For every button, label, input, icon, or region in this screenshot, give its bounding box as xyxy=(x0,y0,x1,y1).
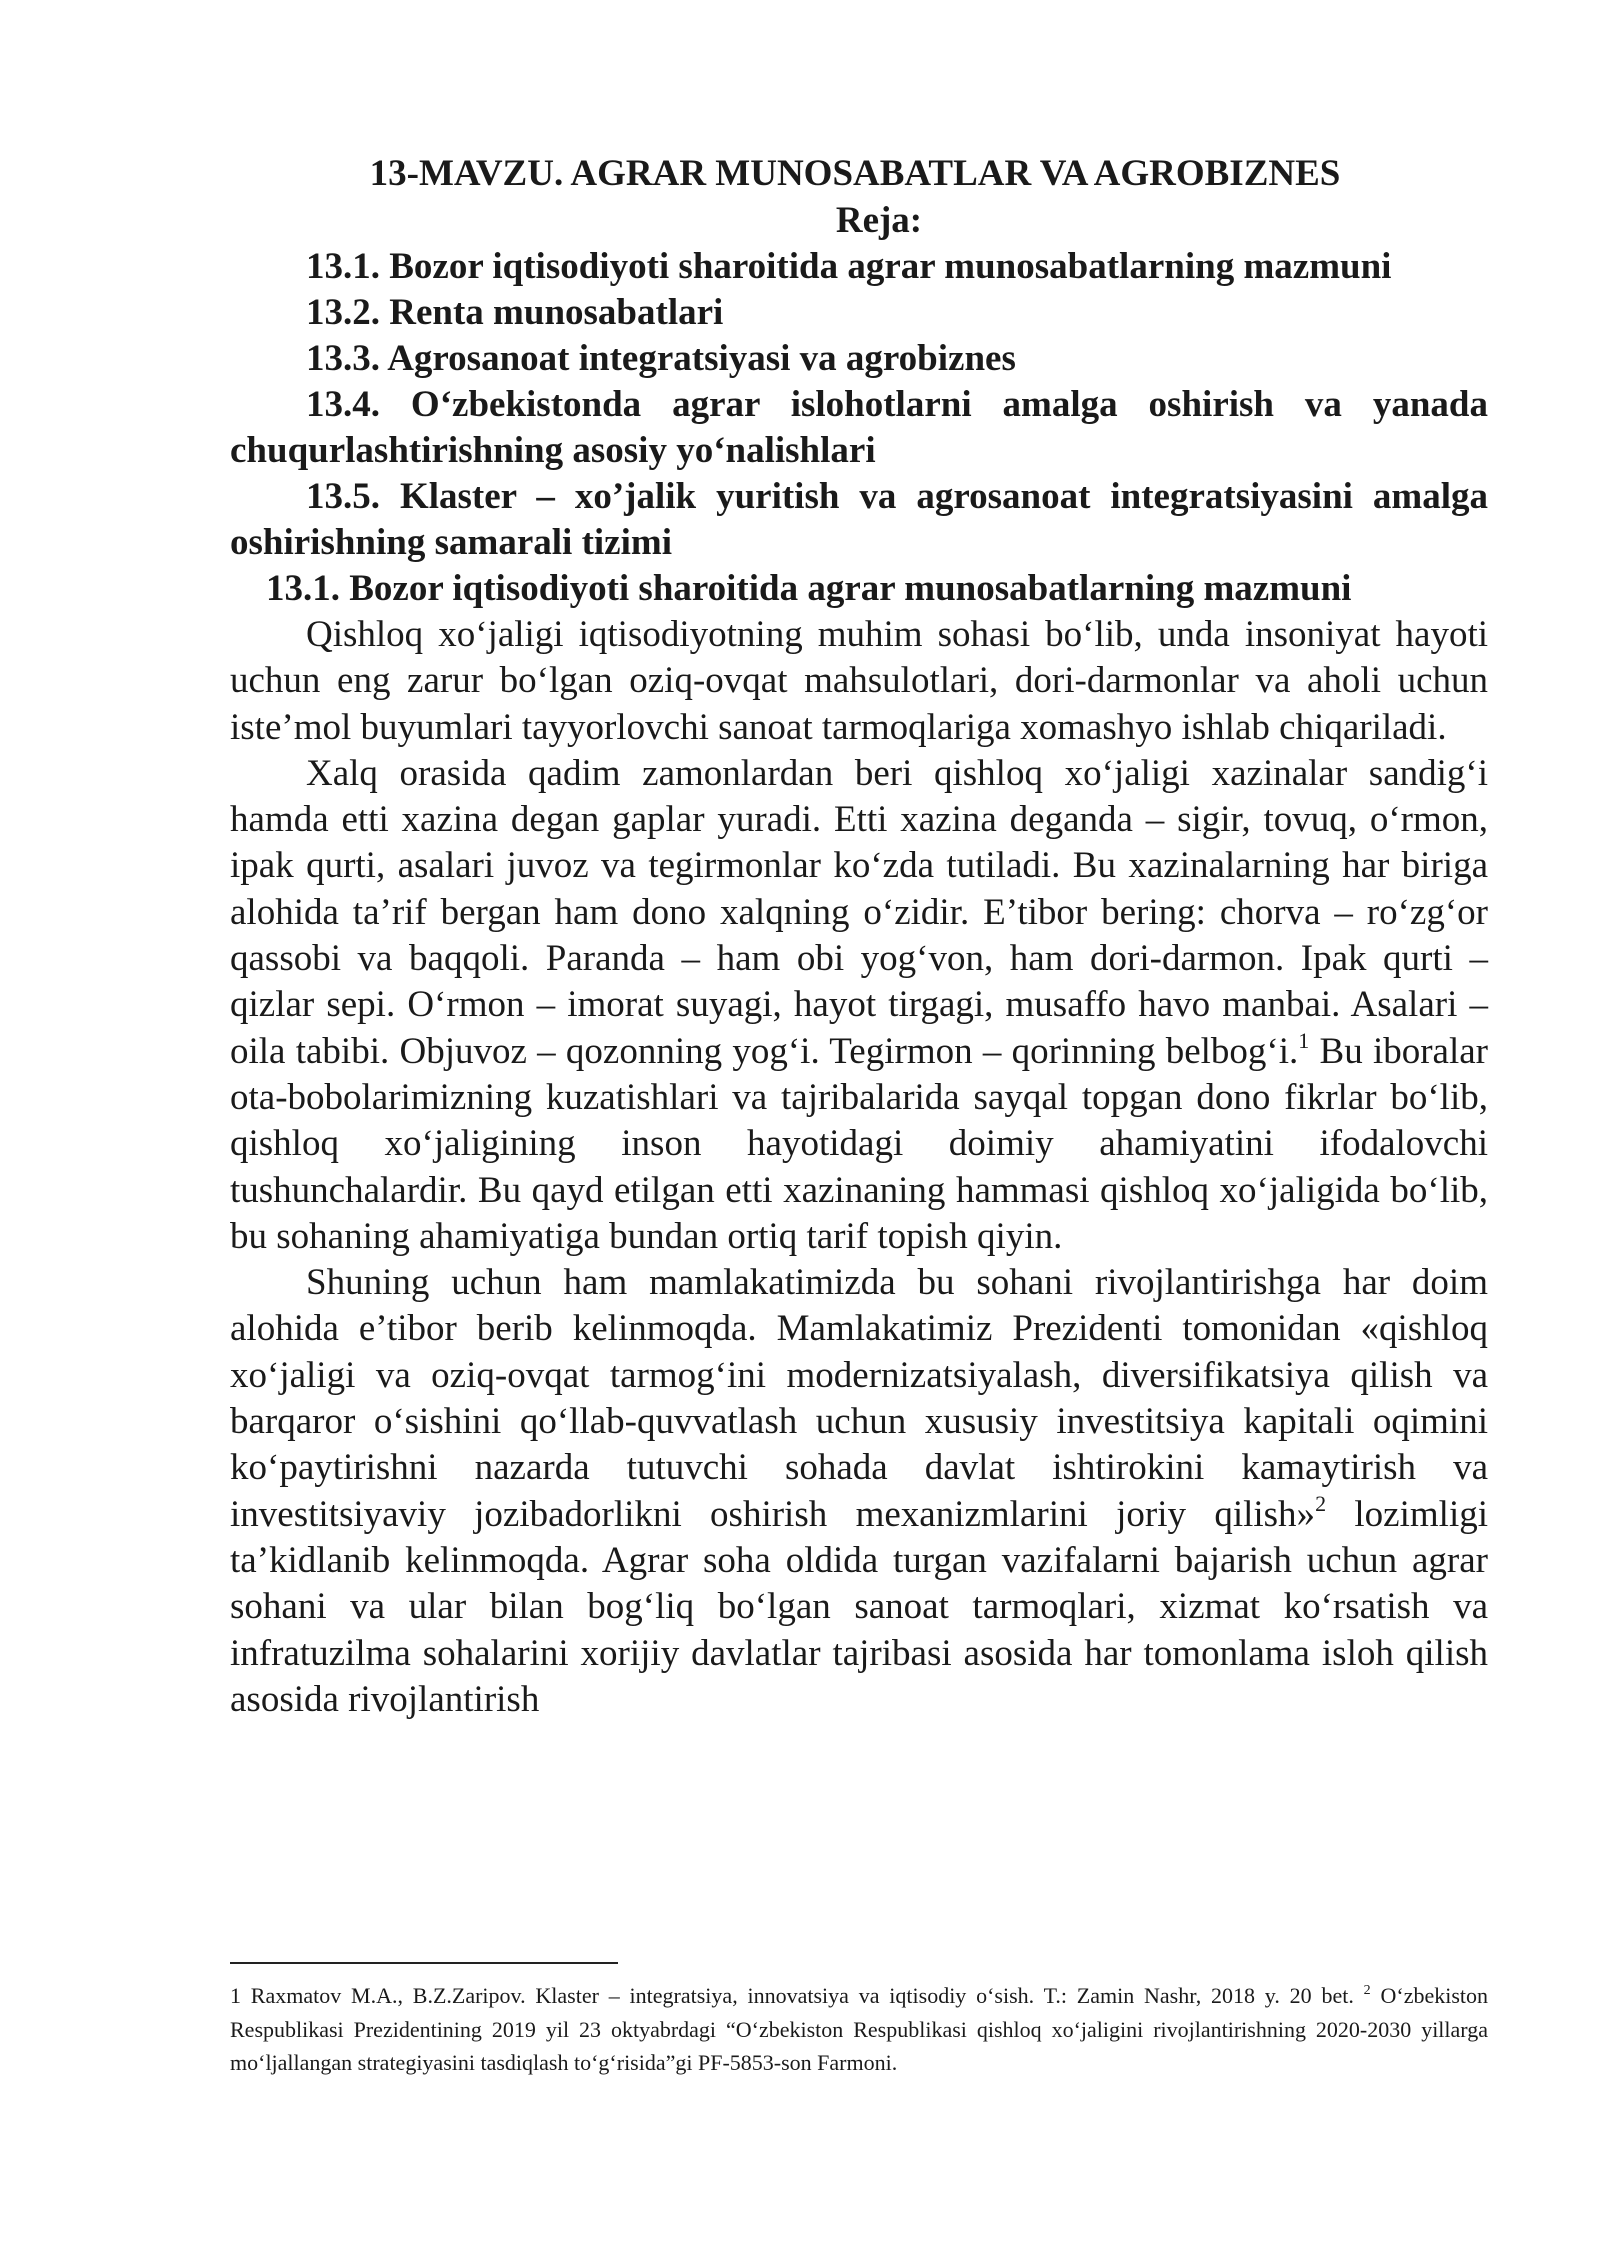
plan-item: 13.2. Renta munosabatlari xyxy=(306,292,724,333)
plan-item: 13.5. Klaster – xo’jalik yuritish va agrosanoat integratsiyasini amalga oshirishning samarali tizimi xyxy=(230,476,1488,563)
section-heading: 13.1. Bozor iqtisodiyoti sharoitida agrar munosabatlarning mazmuni xyxy=(266,568,1352,609)
topic-title: 13-MAVZU. AGRAR MUNOSABATLAR VA AGROBIZNES xyxy=(369,153,1341,194)
plan-heading: Reja: xyxy=(835,200,923,241)
plan-item: 13.4. O‘zbekistonda agrar islohotlarni amalga oshirish va yanada chuqurlashtirishning asosiy yo‘nalishlari xyxy=(230,384,1488,471)
footnote-reference-2[interactable]: 2 xyxy=(1315,1490,1327,1516)
footnotes xyxy=(230,1979,1488,2080)
footnote-2-marker: 2 xyxy=(1363,1983,1371,1998)
paragraph-text: Bu iboralar ota-bobolarimizning kuzatishlari va tajribalarida sayqal topgan dono fikrlar bo‘lib, qishloq xo‘jaligining inson hayotidagi doimiy ahamiyatini ifodalovchi tushunchalardir. Bu qayd etilgan etti xazinaning hammasi qishloq xo‘jaligida bo‘lib, bu sohaning ahamiyatiga bundan ortiq tarif topish qiyin. xyxy=(230,1030,1488,1257)
page-content xyxy=(230,150,1488,1723)
footnote-reference-1[interactable]: 1 xyxy=(1298,1027,1310,1053)
body-paragraph-2 xyxy=(230,751,1488,1260)
body-paragraph-1: Qishloq xo‘jaligi iqtisodiyotning muhim sohasi bo‘lib, unda insoniyat hayoti uchun eng zarur bo‘lgan oziq-ovqat mahsulotlari, dori-darmonlar va aholi uchun iste’mol buyumlari tayyorlovchi sanoat tarmoqlariga xomashyo ishlab chiqariladi. xyxy=(230,614,1488,748)
footnote-separator xyxy=(230,1962,618,1964)
footnote-1: 1 Raxmatov M.A., B.Z.Zaripov. Klaster – integratsiya, innovatsiya va iqtisodiy o‘sish. T.: Zamin Nashr, 2018 y. 20 bet. xyxy=(230,1983,1354,2008)
body-paragraph-3 xyxy=(230,1260,1488,1723)
footnote-2: O‘zbekiston Respublikasi Prezidentining 2019 yil 23 oktyabrdagi “O‘zbekiston Respublikasi qishloq xo‘jaligini rivojlantirishning 2020-2030 yillarga mo‘ljallangan strategiyasini tasdiqlash to‘g‘risida”gi PF-5853-son Farmoni. xyxy=(230,1983,1489,2075)
paragraph-text: Shuning uchun ham mamlakatimizda bu sohani rivojlantirishga har doim alohida e’tibor berib kelinmoqda. Mamlakatimiz Prezidenti tomonidan «qishloq xo‘jaligi va oziq-ovqat tarmog‘ini modernizatsiyalash, diversifikatsiya qilish va barqaror o‘sishini qo‘llab-quvvatlash uchun xususiy investitsiya kapitali oqimini ko‘paytirishni nazarda tutuvchi sohada davlat ishtirokini kamaytirish va investitsiyaviy jozibadorlikni oshirish mexanizmlarini joriy qilish» xyxy=(230,1262,1488,1535)
paragraph-text: lozimligi ta’kidlanib kelinmoqda. Agrar soha oldida turgan vazifalarni bajarish uchun agrar sohani va ular bilan bog‘liq bo‘lgan sanoat tarmoqlari, xizmat ko‘rsatish va infratuzilma sohalarini xorijiy davlatlar tajribasi asosida har tomonlama isloh qilish asosida rivojlantirish xyxy=(230,1493,1488,1720)
paragraph-text: Xalq orasida qadim zamonlardan beri qishloq xo‘jaligi xazinalar sandig‘i hamda etti xazina degan gaplar yuradi. Etti xazina deganda – sigir, tovuq, o‘rmon, ipak qurti, asalari juvoz va tegirmonlar ko‘zda tutiladi. Bu xazinalarning har biriga alohida ta’rif bergan ham dono xalqning o‘zidir. E’tibor bering: chorva – ro‘zg‘or qassobi va baqqoli. Paranda – ham obi yog‘von, ham dori-darmon. Ipak qurti – qizlar sepi. O‘rmon – imorat suyagi, hayot tirgagi, musaffo havo manbai. Asalari – oila tabibi. Objuvoz – qozonning yog‘i. Tegirmon – qorinning belbog‘i. xyxy=(230,752,1488,1072)
plan-list xyxy=(230,244,1488,566)
plan-item: 13.1. Bozor iqtisodiyoti sharoitida agrar munosabatlarning mazmuni xyxy=(306,246,1392,287)
plan-item: 13.3. Agrosanoat integratsiyasi va agrobiznes xyxy=(306,338,1016,379)
